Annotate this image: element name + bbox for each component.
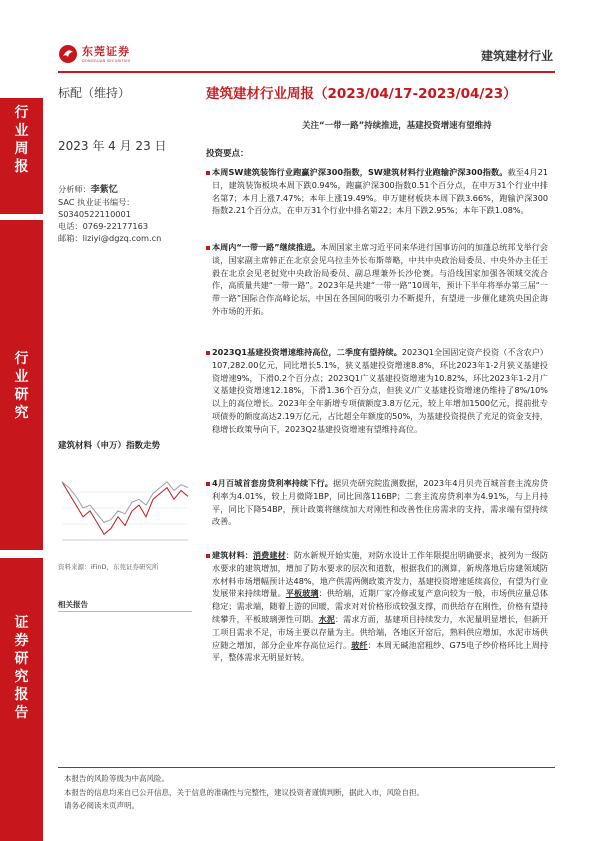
sub-heading-flat-glass: 平板玻璃 — [285, 588, 319, 599]
point-paragraph-2 — [212, 241, 548, 318]
footer-line-3: 请务必阅读末页声明。 — [64, 801, 139, 810]
point-lead: 本周SW建筑装饰行业跑赢沪深300指数，SW建筑材料行业跑输沪深300指数。 — [212, 167, 508, 177]
cert-number: S0340522110001 — [58, 209, 131, 219]
strip-label-research: 行 业 研 究 — [14, 351, 29, 421]
cert-label: SAC 执业证书编号： — [58, 197, 135, 207]
report-date: 2023 年 4 月 23 日 — [58, 139, 167, 153]
logo-subtitle: DONGGUAN SECURITIES — [82, 58, 131, 63]
bullet-icon — [206, 351, 210, 355]
point-paragraph-5 — [212, 549, 548, 664]
footer-divider — [58, 767, 555, 768]
point-paragraph-1 — [212, 166, 548, 217]
related-divider — [58, 611, 192, 612]
logo-icon — [58, 44, 78, 64]
point-paragraph-4 — [212, 477, 548, 528]
footer-disclaimer — [64, 772, 424, 813]
bullet-icon — [206, 171, 210, 175]
footer-line-1: 本报告的风险等级为中高风险。 — [64, 774, 169, 783]
analyst-info — [58, 183, 161, 244]
footer-line-2: 本报告的信息均来自已公开信息，关于信息的准确性与完整性，建议投资者谨慎判断，据此入市，风险自担。 — [64, 787, 424, 797]
sub-heading-fiberglass: 玻纤 — [351, 639, 368, 650]
logo-name: 东莞证券 — [82, 44, 130, 58]
strip-label-securities: 证 券 研 究 报 告 — [14, 615, 29, 721]
point-lead: 2023Q1基建投资增速维持高位，二季度有望持续。 — [212, 347, 402, 357]
brand-logo — [58, 44, 130, 64]
chart-series-line-2 — [62, 482, 188, 523]
bullet-icon — [206, 246, 210, 250]
report-title: 建筑建材行业周报（2023/04/17-2023/04/23） — [206, 86, 517, 102]
sub-heading-consumer-materials: 消费建材 — [252, 550, 286, 560]
point-body: ：需求方面，基建项目持续发力，水泥量明显增长，但新开工项目需求不足，市场主要以存量为主。供给端，各地区开窑后，熟料供应增加，水泥市场供应随之增加，部分企业库存高位运行。 — [212, 613, 548, 650]
analyst-name: 李紫忆 — [90, 185, 118, 195]
point-lead: 建筑材料： — [212, 550, 253, 560]
analyst-email[interactable]: 邮箱：liziyi@dgzq.com.cn — [58, 233, 162, 243]
analyst-phone: 电话：0769-22177163 — [58, 221, 149, 231]
point-body: 2023Q1全国固定资产投资（不含农户）107,282.00亿元，同比增长5.1%，狭义基建投资增速8.8%，环比2023年1-2月狭义基建投资增速9%，下滑0.2个百分点；2023Q1广义基建投资增速为10.82%，环比2023年1-2月广义基建投资增速12.18%，下滑1.36个百分点，但狭义/广义基建投资增速仍维持了8%/10%以上的高位增长。2023年全年新增专项债额度3.8万亿元，较上年增加1500亿元，提前批专项债券的额度高达2.19万亿元，占比超全年额度的50%，为基建投资提供了充足的资金支持，稳增长政策导向下，2023Q2基建投资增速有望维持高位。 — [212, 347, 548, 434]
point-body: ：本周无碱池窑粗纱、G75电子纱价格环比上周持平，整体需求无明显好转。 — [212, 639, 548, 663]
chart-source: 资料来源：iFinD，东莞证券研究所 — [58, 563, 159, 571]
index-trend-chart — [58, 470, 192, 550]
header-industry: 建筑建材行业 — [480, 49, 553, 63]
analyst-label: 分析师： — [58, 184, 91, 194]
chart-title: 建筑材料（申万）指数走势 — [58, 441, 161, 451]
point-lead: 本周内“一带一路”继续推进。 — [212, 242, 321, 252]
bullet-icon — [206, 554, 210, 558]
point-paragraph-3 — [212, 346, 548, 436]
sub-heading-cement: 水泥 — [318, 613, 335, 624]
point-body: 本周国家主席习近平同来华进行国事访问的加蓬总统邦戈举行会谈，国家副主席韩正在北京会见乌拉圭外长布斯蒂略，中共中央政治局委员、中央外办主任王毅在北京会见老挝党中央政治局委员、副总理兼外长沙伦赛。与沿线国家加强各领域交流合作，高质量共建“一带一路”。2023年是共建“一带一路”10周年，预计下半年将举办第三届“一带一路”国际合作高峰论坛，中国在各国间的吸引力不断提升，有望进一步催化建筑央国企海外市场的开拓。 — [212, 242, 548, 316]
header-divider — [58, 71, 555, 73]
point-lead: 4月百城首套房贷利率持续下行。 — [212, 478, 333, 488]
rating-label: 标配（维持） — [58, 86, 131, 100]
key-points-heading: 投资要点： — [206, 149, 249, 159]
report-subtitle: 关注“一带一路”持续推进，基建投资增速有望维持 — [302, 121, 492, 131]
related-reports-heading: 相关报告 — [58, 600, 88, 609]
strip-label-report-type: 行 业 周 报 — [14, 105, 29, 175]
point-body: ：供给端，近期厂家冷修或复产意向较为一般，市场供应量总体稳定；需求端，随着上游的回暖，需求对对价格形成较强支撑，而供给存在刚性，价格有望持续攀升，平板玻璃弹性可期。 — [212, 588, 548, 624]
point-body: 截至4月21日，建筑装饰板块本周下跌0.94%，跑赢沪深300指数0.51个百分点，在申万31个行业中排名第7；本月上涨7.47%；本年上涨19.49%。申万建材板块本周下跌3.66%，跑输沪深300指数2.21个百分点，在申万31个行业中排名第22；本月下跌2.95%；本年下跌1.08%。 — [212, 167, 548, 216]
bullet-icon — [206, 482, 210, 486]
point-body: 据贝壳研究院监测数据，2023年4月贝壳百城首套主流房贷利率为4.01%，较上月微降1BP，同比回落116BP；二套主流房贷利率为4.91%，与上月持平，同比下降54BP，预计政策将继续加大对刚性和改善性住房需求的支持，需求端有望持续改善。 — [212, 478, 549, 527]
point-body: ：防水新规开始实施，对防水设计工作年限提出明确要求，被列为一级防水要求的建筑增加，增加了防水要求的层次和道数，根据我们的测算，新规落地后房建领域防水材料市场增幅预计达48%，地产供需两侧政策齐发力，基建投资增速延续高位，有望为行业发展带来持续增量。 — [212, 550, 548, 599]
